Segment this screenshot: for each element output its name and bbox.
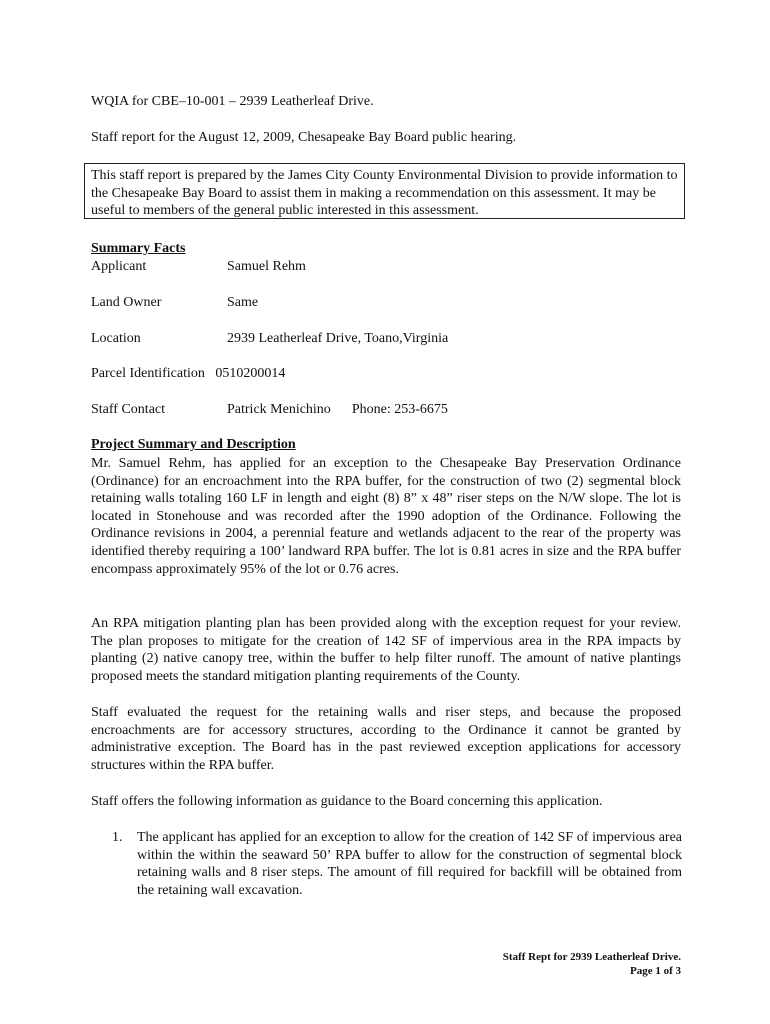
fact-label: Staff Contact <box>91 402 166 417</box>
fact-phone: Phone: 253-6675 <box>351 402 448 417</box>
fact-value: Same <box>227 295 259 310</box>
footer-report-name: Staff Rept for 2939 Leatherleaf Drive. <box>502 951 681 963</box>
list-number: 1. <box>112 830 123 845</box>
fact-label: Location <box>91 331 141 346</box>
fact-label: Parcel Identification <box>91 366 205 381</box>
fact-land-owner <box>91 294 258 312</box>
summary-heading: Summary Facts <box>91 241 186 256</box>
list-text: The applicant has applied for an exception to allow for the creation of 142 SF of impervious area within the within the seaward 50’ RPA buffer to allow for the construction of segmental block retaining walls and 8 riser steps. The amount of fill required for backfill will be obtained from the retaining wall excavation. <box>137 830 682 898</box>
project-paragraph-3: Staff evaluated the request for the retaining walls and riser steps, and because the proposed encroachments are for accessory structures, according to the Ordinance it cannot be granted by administrative exception. The Board has in the past reviewed exception applications for accessory structures within the RPA buffer. <box>91 705 681 773</box>
project-paragraph-1: Mr. Samuel Rehm, has applied for an exception to the Chesapeake Bay Preservation Ordinance (Ordinance) for an encroachment into the RPA buffer, for the construction of two (2) segmental block retaining walls totaling 160 LF in length and eight (8) 8” x 48” riser steps on the N/W slope. The lot is located in Stonehouse and was recorded after the 1990 adoption of the Ordinance. Following the Ordinance revisions in 2004, a perennial feature and wetlands adjacent to the rear of the property was identified thereby requiring a 100’ landward RPA buffer. The lot is 0.81 acres in size and the RPA buffer encompass approximately 95% of the lot or 0.76 acres. <box>91 456 681 577</box>
fact-label: Applicant <box>91 259 147 274</box>
fact-value: Patrick Menichino <box>227 402 331 417</box>
project-heading: Project Summary and Description <box>91 437 296 452</box>
fact-value: 2939 Leatherleaf Drive, Toano,Virginia <box>227 331 449 346</box>
fact-parcel-id <box>91 365 285 383</box>
report-title: WQIA for CBE–10-001 – 2939 Leatherleaf Drive. <box>91 94 374 109</box>
fact-value: Samuel Rehm <box>227 259 306 274</box>
fact-location <box>91 330 448 348</box>
footer-page-number: Page 1 of 3 <box>629 965 681 977</box>
page-footer <box>503 950 681 978</box>
list-item <box>112 829 682 899</box>
fact-label: Land Owner <box>91 295 162 310</box>
report-subtitle: Staff report for the August 12, 2009, Chesapeake Bay Board public hearing. <box>91 130 517 145</box>
fact-staff-contact <box>91 401 448 419</box>
project-paragraph-4: Staff offers the following information as guidance to the Board concerning this application. <box>91 794 603 809</box>
project-paragraph-2: An RPA mitigation planting plan has been provided along with the exception request for your review. The plan proposes to mitigate for the creation of 142 SF of impervious area in the RPA impacts by planting (2) native canopy tree, within the buffer to help filter runoff. The amount of native plantings proposed meets the standard mitigation planting requirements of the County. <box>91 616 681 684</box>
fact-applicant <box>91 258 306 276</box>
notice-box: This staff report is prepared by the James City County Environmental Division to provide information to the Chesapeake Bay Board to assist them in making a recommendation on this assessment. It may be useful to members of the general public interested in this assessment. <box>84 163 685 219</box>
fact-value: 0510200014 <box>215 366 286 381</box>
